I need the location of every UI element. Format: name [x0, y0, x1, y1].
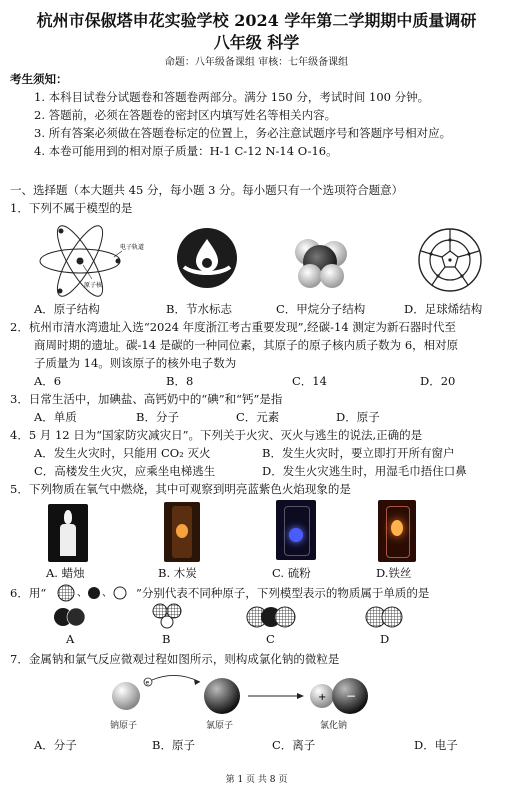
sulfur-photo — [276, 500, 316, 560]
q3-stem: 3．日常生活中，加碘盐、高钙奶中的“碘”和“钙”是指 — [10, 392, 283, 406]
exam-authors: 命题：八年级备课组 审核：七年级备课组 — [164, 57, 349, 68]
methane-model — [290, 232, 352, 290]
q2-option-d: D．20 — [420, 374, 456, 388]
q6-stem-prefix: 6．用“ — [10, 586, 47, 600]
q6-label-a: A — [66, 632, 75, 646]
svg-text:、: 、 — [102, 588, 112, 599]
q7-option-a: A．分子 — [34, 738, 77, 752]
q1-option-d: D．足球烯结构 — [404, 302, 483, 316]
atom-model-figure — [30, 225, 145, 297]
section-heading: 一、选择题（本大题共 45 分，每小题 3 分。每小题只有一个选项符合题意） — [10, 183, 404, 197]
q4-stem: 4．5 月 12 日为“国家防灾减灾日”。下列关于火灾、灭火与逃生的说法,正确的是 — [10, 428, 423, 442]
q4-option-a: A．发生火灾时，只能用 CO₂ 灭火 — [34, 446, 211, 460]
q6-model-b — [150, 602, 184, 630]
q5-stem: 5．下列物质在氧气中燃烧，其中可观察到明亮蓝紫色火焰现象的是 — [10, 482, 351, 496]
notice-item-3: 3. 所有答案必须做在答题卷标定的位置上，务必注意试题序号和答题序号相对应。 — [34, 126, 452, 140]
q7-option-b: B．原子 — [152, 738, 195, 752]
q3-option-b: B．分子 — [136, 410, 179, 424]
svg-text:+: + — [318, 692, 327, 703]
q2-stem-line-3: 子质量为 14。则该原子的核外电子数为 — [34, 356, 237, 370]
nacl-reaction-diagram — [100, 670, 400, 718]
fullerene-model — [416, 226, 484, 294]
q1-option-c: C．甲烷分子结构 — [276, 302, 366, 316]
q7-label-chlorine-atom: 氯原子 — [206, 721, 234, 731]
q7-option-c: C．离子 — [272, 738, 316, 752]
q2-stem-line-1: 2．杭州市清水湾遗址入选“2024 年度浙江考古重要发现”,经碳-14 测定为新石器时代至 — [10, 320, 456, 334]
notice-item-1: 1. 本科目试卷分试题卷和答题卷两部分。满分 150 分，考试时间 100 分钟。 — [34, 90, 430, 104]
q5-option-c: C. 硫粉 — [272, 566, 311, 580]
q6-model-c — [246, 604, 296, 630]
q4-option-c: C．高楼发生火灾，应乘坐电梯逃生 — [34, 464, 216, 478]
svg-text:e: e — [145, 679, 150, 687]
q1-stem: 1．下列不属于模型的是 — [10, 201, 133, 215]
q6-label-b: B — [162, 632, 171, 646]
q2-stem-line-2: 商周时期的遗址。碳-14 是碳的一种同位素，其原子的原子核内质子数为 6，相对原 — [34, 338, 459, 352]
q2-option-b: B．8 — [166, 374, 194, 388]
water-saving-logo — [176, 227, 238, 289]
q6-label-c: C — [266, 632, 275, 646]
atom-label-electron: 电子轨道 — [120, 244, 145, 251]
q3-option-d: D．原子 — [336, 410, 380, 424]
notice-item-4: 4. 本卷可能用到的相对原子质量：H-1 C-12 N-14 O-16。 — [34, 144, 338, 158]
q6-stem-suffix: ”分别代表不同种原子，下列模型表示的物质属于单质的是 — [136, 586, 430, 600]
q4-option-b: B．发生火灾时，要立即打开所有窗户 — [262, 446, 455, 460]
iron-wire-photo — [378, 500, 416, 562]
q2-option-c: C．14 — [292, 374, 327, 388]
charcoal-photo — [164, 502, 200, 562]
q1-option-b: B．节水标志 — [166, 302, 232, 316]
q4-option-d: D．发生火灾逃生时，用湿毛巾捂住口鼻 — [262, 464, 467, 478]
candle-photo — [48, 504, 88, 562]
page-number: 第 1 页 共 8 页 — [225, 775, 288, 785]
atom-label-nucleus: 原子核 — [84, 282, 103, 289]
q5-option-a: A. 蜡烛 — [46, 566, 85, 580]
exam-subtitle: 八年级 科学 — [213, 33, 300, 52]
q7-stem: 7．金属钠和氯气反应微观过程如图所示，则构成氯化钠的微粒是 — [10, 652, 340, 666]
atom-legend-icons — [56, 583, 132, 603]
notice-item-2: 2. 答题前，必须在答题卷的密封区内填写姓名等相关内容。 — [34, 108, 337, 122]
q7-label-sodium-atom: 钠原子 — [110, 721, 138, 731]
q6-model-a — [52, 606, 90, 628]
q6-model-d — [364, 604, 404, 630]
q7-label-sodium-chloride: 氯化钠 — [320, 721, 348, 731]
q6-label-d: D — [380, 632, 390, 646]
q5-option-d: D.铁丝 — [376, 566, 412, 580]
exam-title: 杭州市保俶塔申花实验学校 2024 学年第二学期期中质量调研 — [36, 11, 477, 30]
q3-option-c: C．元素 — [236, 410, 280, 424]
svg-text:、: 、 — [77, 588, 87, 599]
q5-option-b: B. 木炭 — [158, 566, 197, 580]
notice-heading: 考生须知： — [10, 72, 68, 86]
q7-option-d: D．电子 — [414, 738, 458, 752]
q3-option-a: A．单质 — [34, 410, 77, 424]
q1-option-a: A．原子结构 — [34, 302, 100, 316]
q2-option-a: A．6 — [34, 374, 62, 388]
svg-text:−: − — [346, 689, 357, 703]
